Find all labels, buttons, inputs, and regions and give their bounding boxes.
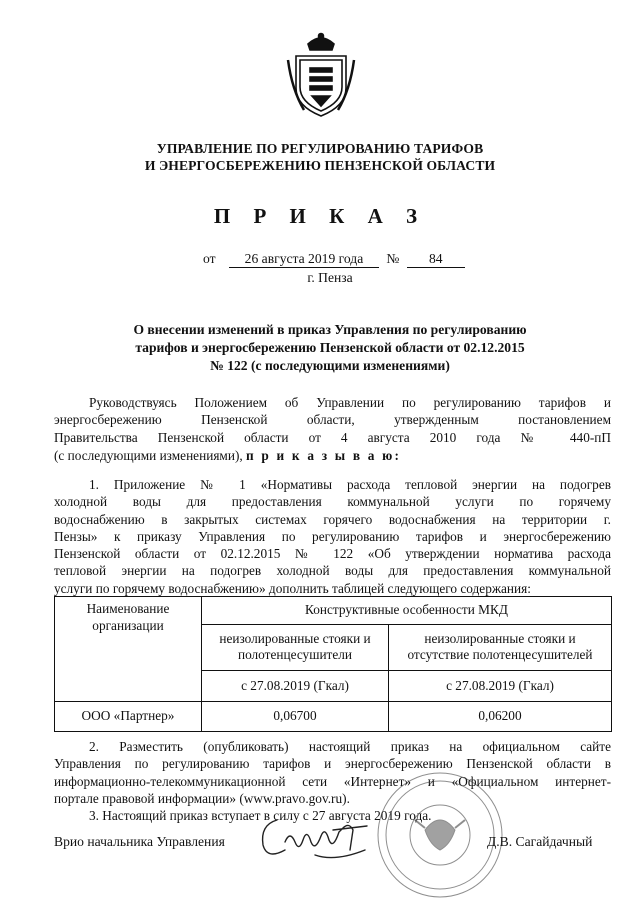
signatory-name: Д.В. Сагайдачный: [487, 834, 593, 849]
item2-line: портале правовой информации» (www.pravo.gov.ru).: [54, 791, 350, 806]
handwritten-signature: [255, 800, 385, 870]
item1-line: водоснабжению в закрытых системах горячего водоснабжения на территории г.: [54, 511, 611, 527]
item1-line: Пензенской области от 02.12.2015 № 122 «Об утверждении норматива расхода: [54, 546, 611, 562]
item1-line: холодной воды для предоставления коммунальной услуги по горячему: [54, 494, 611, 510]
period-variant-a: с 27.08.2019 (Гкал): [202, 670, 389, 702]
header-variant-b: неизолированные стояки и отсутствие полотенцесушителей: [389, 624, 612, 670]
preamble-line: Руководствуясь Положением об Управлении по регулированию тарифов и: [89, 395, 611, 410]
city: г. Пенза: [307, 270, 353, 285]
preamble-line: Правительства Пензенской области от 4 августа 2010 года № 440-пП: [54, 429, 611, 445]
header-variant-a: неизолированные стояки и полотенцесушители: [202, 624, 389, 670]
table-row: [55, 702, 612, 732]
coat-of-arms-icon: [286, 30, 356, 120]
from-label: от: [203, 251, 216, 266]
item-1-end: [54, 580, 611, 597]
cell-organization: ООО «Партнер»: [55, 702, 202, 732]
title-line1: О внесении изменений в приказ Управления по регулированию: [133, 322, 527, 337]
item1-line: тепловой энергии на подогрев холодной воды для предоставления коммунальной: [54, 563, 611, 579]
item-1: [54, 476, 611, 580]
preamble-end: [54, 447, 611, 464]
header-organization: Наименование организации: [55, 597, 202, 702]
item2-line: Управления по регулированию тарифов и энергосбережению Пензенской области в: [54, 756, 611, 772]
item2-line: информационно-телекоммуникационной сети «Интернет» и «Официальном интернет-: [54, 773, 611, 789]
item1-line: услуги по горячему водоснабжению» дополнить таблицей следующего содержания:: [54, 581, 531, 596]
document-number: 84: [407, 251, 465, 268]
item2-line: 2. Разместить (опубликовать) настоящий приказ на официальном сайте: [89, 739, 611, 754]
cell-value-a: 0,06700: [202, 702, 389, 732]
orders-word: п р и к а з ы в а ю:: [246, 448, 402, 463]
item3-line: 3. Настоящий приказ вступает в силу с 27 августа 2019 года.: [89, 808, 432, 823]
preamble-line: (с последующими изменениями),: [54, 448, 243, 463]
norms-table: [54, 596, 612, 732]
document-type: П Р И К А З: [213, 204, 427, 228]
org-name-line2: И ЭНЕРГОСБЕРЕЖЕНИЮ ПЕНЗЕНСКОЙ ОБЛАСТИ: [144, 158, 496, 173]
item-2: [54, 738, 611, 790]
date-line: [203, 251, 465, 268]
title-line2: тарифов и энергосбережению Пензенской области от 02.12.2015: [135, 340, 525, 355]
preamble: [54, 394, 611, 446]
signatory-position: Врио начальника Управления: [54, 834, 225, 849]
org-name-line1: УПРАВЛЕНИЕ ПО РЕГУЛИРОВАНИЮ ТАРИФОВ: [156, 141, 484, 156]
header-mkd-features: Конструктивные особенности МКД: [202, 597, 612, 625]
period-variant-b: с 27.08.2019 (Гкал): [389, 670, 612, 702]
item1-line: Пензы» к приказу Управления по регулированию тарифов и энергосбережению: [54, 528, 611, 544]
document-date: 26 августа 2019 года: [229, 251, 379, 268]
item1-line: 1. Приложение № 1 «Нормативы расхода тепловой энергии на подогрев: [89, 477, 611, 492]
cell-value-b: 0,06200: [389, 702, 612, 732]
title-line3: № 122 (с последующими изменениями): [210, 358, 450, 373]
number-label: №: [386, 251, 400, 266]
preamble-line: энергосбережению Пензенской области, утвержденным постановлением: [54, 412, 611, 428]
